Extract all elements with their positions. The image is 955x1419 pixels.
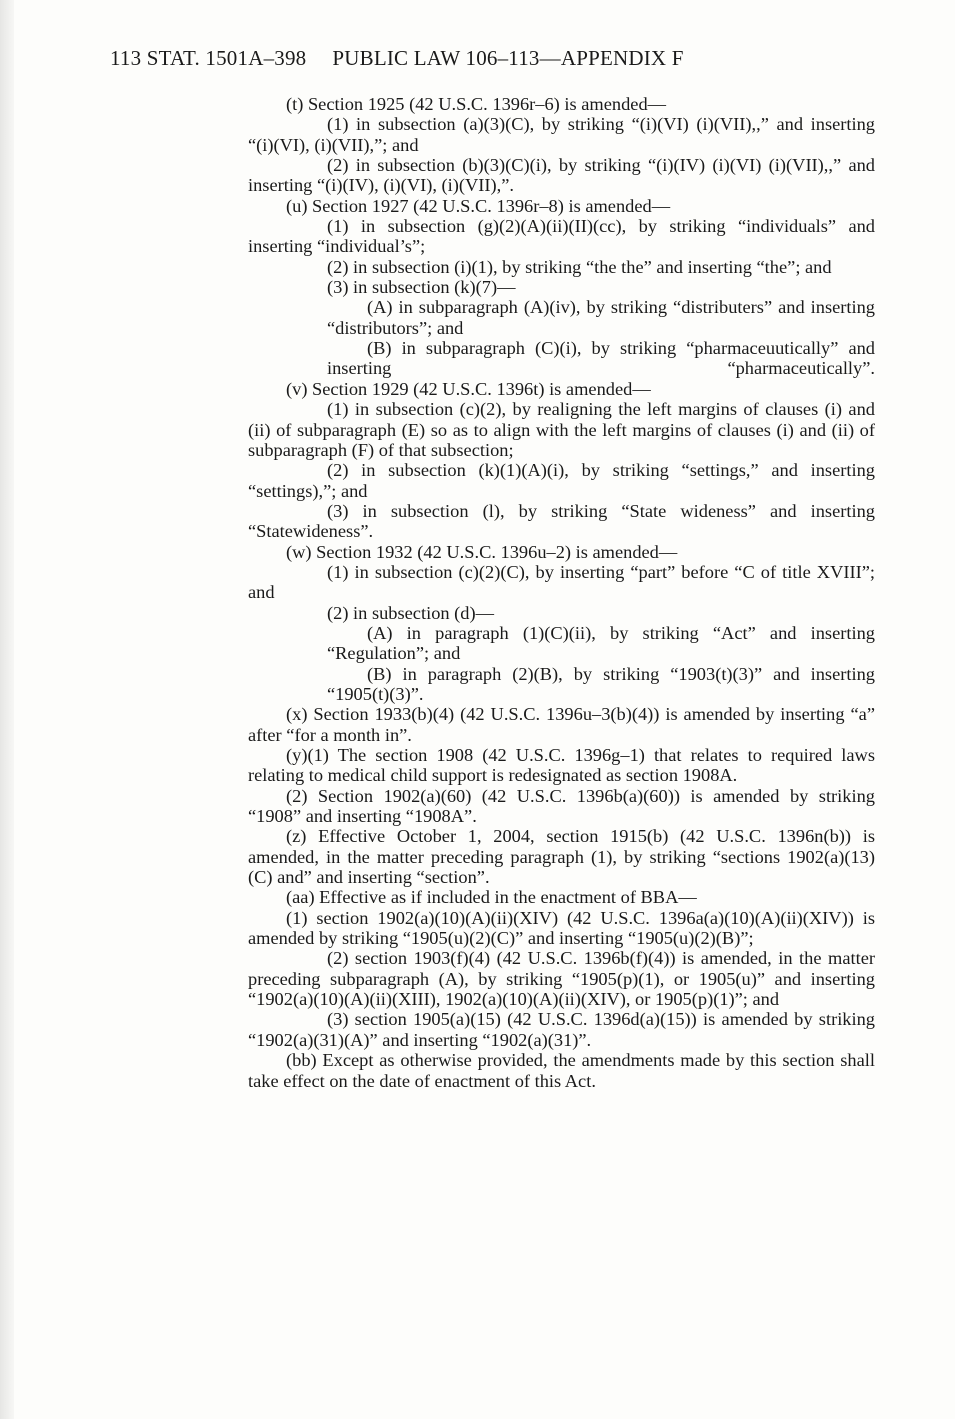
paragraph-u-3: (3) in subsection (k)(7)— [327, 277, 516, 298]
paragraph-v-3: (3) in subsection (l), by striking “State wideness” and inserting “Statewideness”. [248, 500, 875, 542]
paragraph-t-2: (2) in subsection (b)(3)(C)(i), by striking “(i)(IV) (i)(VI) (i)(VII),,” and inserting “(i)(IV), (i)(VI), (i)(VII),”. [248, 155, 875, 196]
section-paragraph-t: (t) Section 1925 (42 U.S.C. 1396r–6) is amended— [286, 94, 667, 114]
section-paragraph-y-2: (2) Section 1902(a)(60) (42 U.S.C. 1396b(a)(60)) is amended by striking “1908” and inserting “1908A”. [248, 785, 875, 827]
law-title: PUBLIC LAW 106–113—APPENDIX F [332, 46, 684, 70]
section-paragraph-w: (w) Section 1932 (42 U.S.C. 1396u–2) is amended— [286, 541, 678, 562]
section-paragraph-u: (u) Section 1927 (42 U.S.C. 1396r–8) is amended— [286, 195, 671, 216]
paragraph-aa-3: (3) section 1905(a)(15) (42 U.S.C. 1396d(a)(15)) is amended by striking “1902(a)(31)(A)” and inserting “1902(a)(31)”. [248, 1009, 875, 1050]
statute-citation: 113 STAT. 1501A–398 [110, 46, 307, 70]
paragraph-aa-2: (2) section 1903(f)(4) (42 U.S.C. 1396b(f)(4)) is amended, in the matter preceding subparagraph (A), by striking “1905(p)(1), or 1905(u)” and inserting “1902(a)(10)(A)(ii)(XIII), 1902(a)(10)(A)(ii)(XIV), or 1905(p)(1)”; and [248, 948, 875, 1010]
page-binding-edge [0, 0, 14, 1419]
section-paragraph-y-1: (y)(1) The section 1908 (42 U.S.C. 1396g–1) that relates to required laws relating to medical child support is redesignated as section 1908A. [248, 745, 875, 786]
section-paragraph-aa: (aa) Effective as if included in the enactment of BBA— [286, 887, 697, 908]
paragraph-v-2: (2) in subsection (k)(1)(A)(i), by striking “settings,” and inserting “settings),”; and [248, 460, 875, 501]
paragraph-v-1: (1) in subsection (c)(2), by realigning the left margins of clauses (i) and (ii) of subparagraph (E) so as to align with the left margins of clauses (i) and (ii) of subparagraph (F) of that subsection; [248, 399, 875, 460]
subparagraph-u-3-a: (A) in subparagraph (A)(iv), by striking “distributers” and inserting “distributors”; and [327, 297, 875, 338]
document-body [248, 94, 875, 1091]
section-paragraph-bb: (bb) Except as otherwise provided, the amendments made by this section shall take effect on the date of enactment of this Act. [248, 1050, 875, 1091]
paragraph-t-1: (1) in subsection (a)(3)(C), by striking “(i)(VI) (i)(VII),,” and inserting “(i)(VI), (i)(VII),”; and [248, 114, 875, 155]
paragraph-aa-1: (1) section 1902(a)(10)(A)(ii)(XIV) (42 U.S.C. 1396a(a)(10)(A)(ii)(XIV)) is amended by striking “1905(u)(2)(C)” and inserting “1905(u)(2)(B)”; [248, 907, 875, 949]
paragraph-w-2: (2) in subsection (d)— [327, 602, 495, 623]
page-header [110, 46, 830, 71]
section-paragraph-v: (v) Section 1929 (42 U.S.C. 1396t) is amended— [286, 378, 651, 399]
subparagraph-w-2-b: (B) in paragraph (2)(B), by striking “1903(t)(3)” and inserting “1905(t)(3)”. [327, 663, 875, 704]
paragraph-u-1: (1) in subsection (g)(2)(A)(ii)(II)(cc), by striking “individuals” and inserting “individual’s”; [248, 216, 875, 257]
subparagraph-u-3-b: (B) in subparagraph (C)(i), by striking “pharmaceuutically” and inserting “pharmaceutically”. [327, 338, 875, 379]
paragraph-u-2: (2) in subsection (i)(1), by striking “the the” and inserting “the”; and [327, 256, 832, 277]
paragraph-w-1: (1) in subsection (c)(2)(C), by inserting “part” before “C of title XVIII”; and [248, 561, 875, 603]
section-paragraph-x: (x) Section 1933(b)(4) (42 U.S.C. 1396u–3(b)(4)) is amended by inserting “a” after “for a month in”. [248, 704, 875, 745]
subparagraph-w-2-a: (A) in paragraph (1)(C)(ii), by striking “Act” and inserting “Regulation”; and [327, 622, 875, 664]
section-paragraph-z: (z) Effective October 1, 2004, section 1915(b) (42 U.S.C. 1396n(b)) is amended, in the matter preceding paragraph (1), by striking “sections 1902(a)(13)(C) and” and inserting “section”. [248, 826, 875, 888]
